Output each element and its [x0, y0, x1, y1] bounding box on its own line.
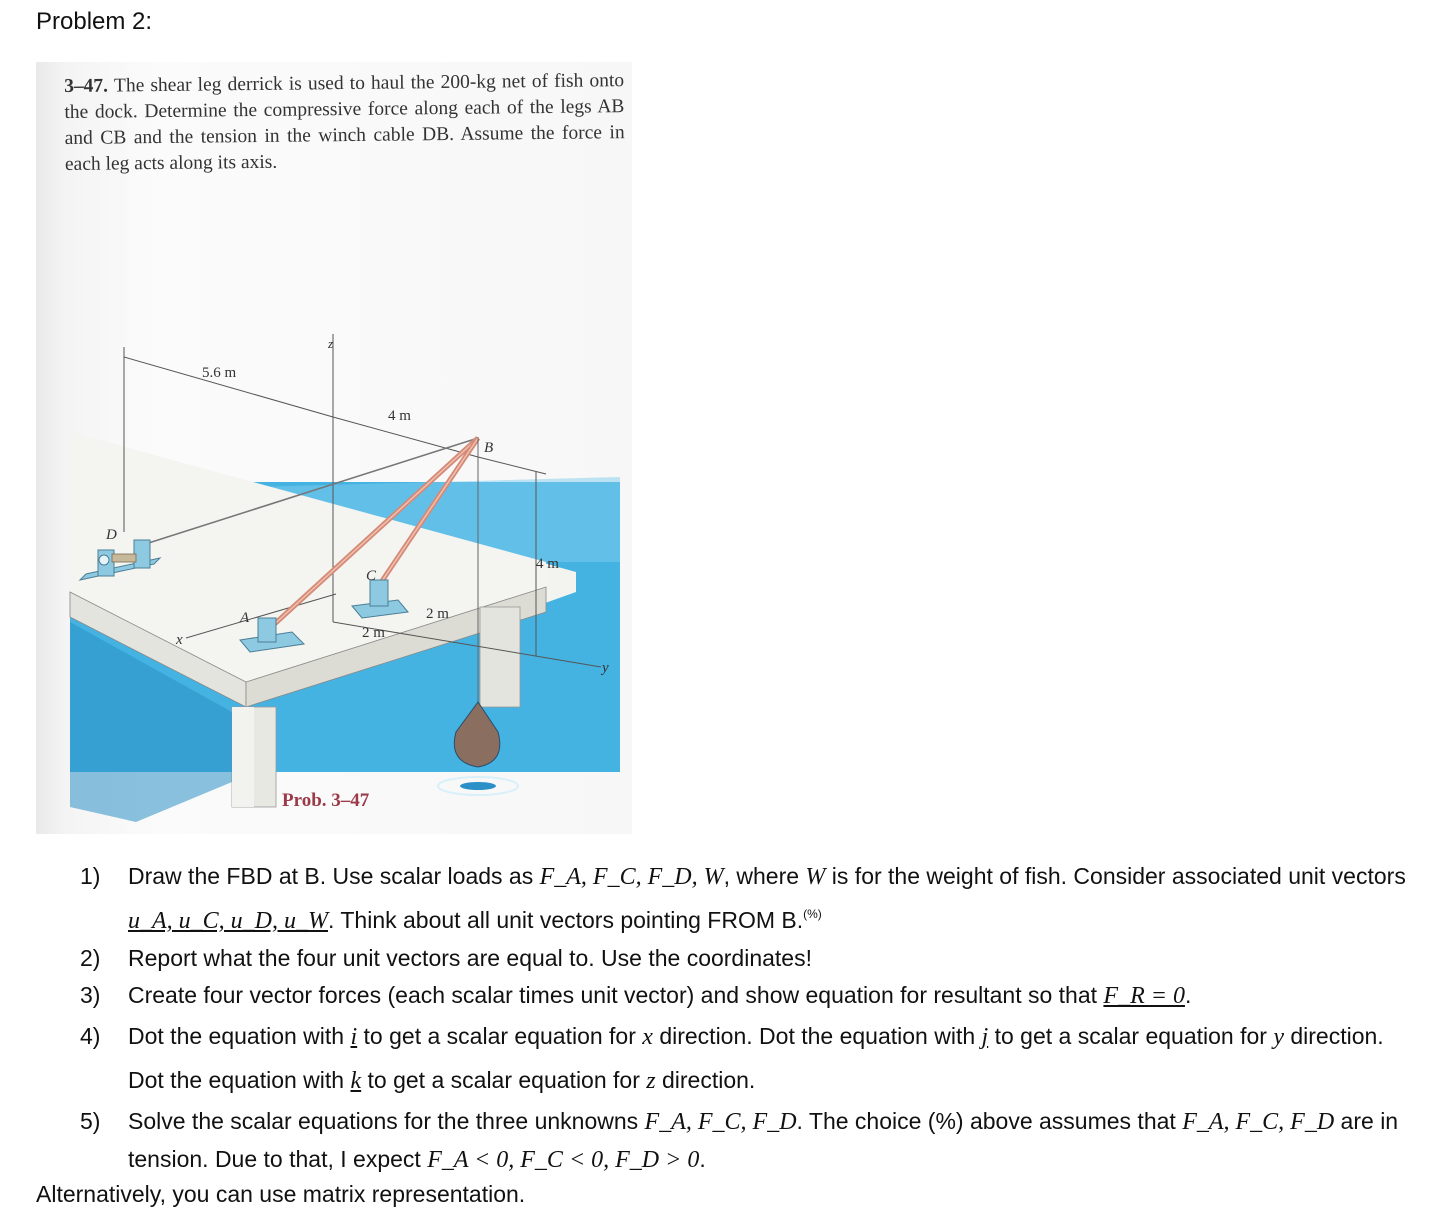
math-expected-signs: F_A < 0, F_C < 0, F_D > 0 — [427, 1147, 700, 1173]
dock-post-back — [480, 607, 520, 707]
label-z: z — [328, 336, 334, 351]
label-A: A — [240, 610, 250, 626]
math-j: j — [981, 1024, 989, 1050]
dim-5-6m: 5.6 m — [202, 365, 237, 381]
label-C: C — [366, 568, 377, 584]
label-x: x — [176, 632, 183, 648]
math-k: k — [350, 1068, 362, 1094]
dim-2m-A: 2 m — [362, 625, 385, 641]
list-item: 5) Solve the scalar equations for the three unknowns F_A, F_C, F_D. The choice (%) above assumes that F_A, F_C, F_D are in tension. Due to that, I expect F_A < 0, F_C < 0, F_D > 0. — [80, 1103, 1420, 1179]
list-item: 3) Create four vector forces (each scalar times unit vector) and show equation for resultant so that F_R = 0. — [80, 977, 1420, 1015]
label-B: B — [484, 440, 494, 456]
instruction-list — [80, 858, 1420, 1179]
math-resultant: F_R = 0 — [1103, 983, 1185, 1009]
dim-2m-C: 2 m — [426, 606, 449, 622]
item-number: 4) — [80, 1023, 101, 1049]
item-number: 5) — [80, 1108, 101, 1134]
footer-note: Alternatively, you can use matrix representation. — [36, 1181, 526, 1207]
math-unknowns: F_A, F_C, F_D — [644, 1109, 797, 1135]
footnote-mark: (%) — [803, 907, 822, 921]
list-item: 2) Report what the four unit vectors are equal to. Use the coordinates! — [80, 940, 1420, 977]
list-item: 1) Draw the FBD at B. Use scalar loads as F_A, F_C, F_D, W, where W is for the weight of fish. Consider associated unit vectors u_A, u_C, u_D, u_W. Think about all unit vectors pointing FROM B.(%) — [80, 858, 1420, 940]
item-number: 1) — [80, 863, 101, 889]
math-scalar-loads: F_A, F_C, F_D, W — [539, 864, 724, 890]
figure-caption: Prob. 3–47 — [282, 790, 370, 811]
dim-4m-top: 4 m — [388, 408, 411, 424]
textbook-scan — [36, 62, 632, 834]
problem-number: 3–47. — [64, 75, 109, 97]
label-D: D — [106, 527, 117, 543]
math-weight: W — [805, 864, 826, 890]
math-unit-vectors: u_A, u_C, u_D, u_W — [128, 908, 328, 934]
page-title: Problem 2: — [36, 8, 153, 35]
list-item: 4) Dot the equation with i to get a scalar equation for x direction. Dot the equation with j to get a scalar equation for y direction. Dot the equation with k to get a scalar equation for z direction. — [80, 1015, 1420, 1103]
label-y: y — [602, 660, 609, 676]
item-number: 2) — [80, 945, 101, 971]
item-number: 3) — [80, 982, 101, 1008]
problem-statement — [64, 68, 625, 178]
math-i: i — [350, 1024, 358, 1050]
dim-4m-height: 4 m — [536, 556, 559, 572]
problem-text: The shear leg derrick is used to haul the 200-kg net of fish onto the dock. Determine the compressive force along each of the legs AB and CB and the tension in the winch cable DB. Assume the force in each leg acts along its axis. — [64, 70, 625, 175]
derrick-figure — [36, 262, 632, 834]
